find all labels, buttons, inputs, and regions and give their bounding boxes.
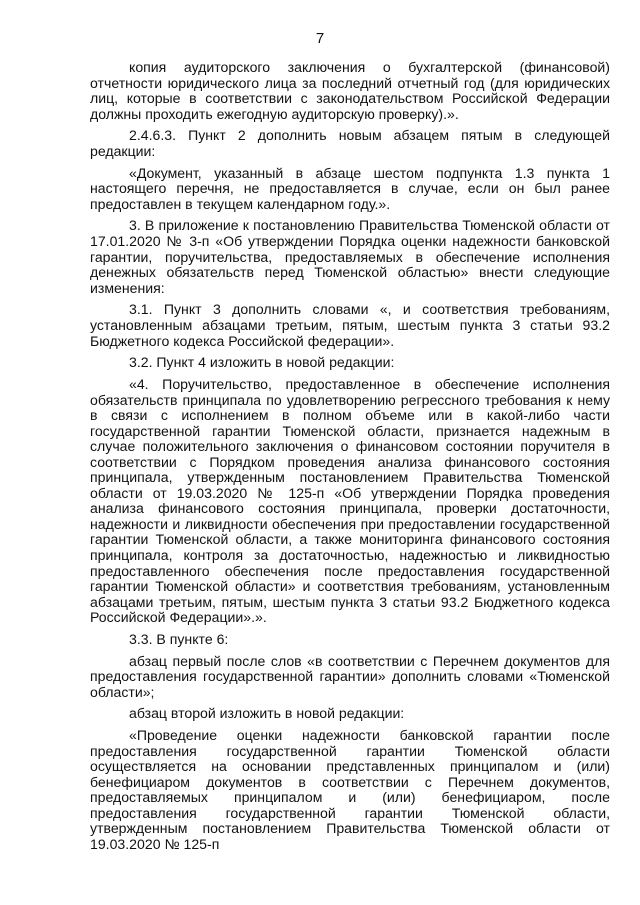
paragraph-3-3: 3.3. В пункте 6: xyxy=(129,630,229,647)
paragraph-point-4-text: «4. Поручительство, предоставленное в обеспечение исполнения обязательств принципала по удовлетворению регрессного требования к нему в связи с исполнением в полном объеме или в какой-либо части государственной гарантии Тюменской области, признается надежным в случае положительного заключения о финансовом состоянии поручителя в соответствии с Порядком проведения анализа финансового состояния принципала, утвержденным постановлением Правительства Тюменской области от 19.03.2020 № 125-п «Об утверждении Порядка проведения анализа финансового состояния принципала, проверки достаточности, надежности и ликвидности обеспечения при предоставлении государственной гарантии Тюменской области, а также мониторинга финансового состояния принципала, контроля за достаточностью, надежностью и ликвидностью предоставленного обеспечения после предоставления государственной гарантии Тюменской области» и соответствия требованиям, установленным абзацами третьим, пятым, шестым пункта 3 статьи 93.2 Бюджетного кодекса Российской Федерации».». xyxy=(90,375,610,626)
page-number: 7 xyxy=(315,30,325,47)
paragraph-document-quote: «Документ, указанный в абзаце шестом подпункта 1.3 пункта 1 настоящего перечня, не предоставляется в случае, если он был ранее предоставлен в текущем календарном году.». xyxy=(90,164,610,212)
paragraph-first-abzac: абзац первый после слов «в соответствии с Перечнем документов для предоставления государственной гарантии» дополнить словами «Тюменской области»; xyxy=(90,652,610,700)
paragraph-audit-copy: копия аудиторского заключения о бухгалтерской (финансовой) отчетности юридического лица за последний отчетный год (для юридических лиц, которые в соответствии с законодательством Российской Федерации должны проходить ежегодную аудиторскую проверку).». xyxy=(90,59,610,122)
paragraph-second-abzac: абзац второй изложить в новой редакции: xyxy=(129,705,405,722)
paragraph-2-4-6-3: 2.4.6.3. Пункт 2 дополнить новым абзацем пятым в следующей редакции: xyxy=(90,127,610,159)
paragraph-3-2: 3.2. Пункт 4 изложить в новой редакции: xyxy=(129,354,395,371)
paragraph-3-amendment: 3. В приложение к постановлению Правительства Тюменской области от 17.01.2020 № 3-п «Об утверждении Порядка оценки надежности банковской гарантии, поручительства, предоставляемых в обеспечение исполнения денежных обязательств перед Тюменской областью» внести следующие изменения: xyxy=(90,217,610,296)
paragraph-3-1: 3.1. Пункт 3 дополнить словами «, и соответствия требованиям, установленным абзацами третьим, пятым, шестым пункта 3 статьи 93.2 Бюджетного кодекса Российской федерации». xyxy=(90,301,610,349)
document-body xyxy=(90,60,610,859)
paragraph-guarantee-assessment: «Проведение оценки надежности банковской гарантии после предоставления государственной гарантии Тюменской области осуществляется на основании представленных принципалом и (или) бенефициаром документов в соответствии с Перечнем документов, предоставляемых принципалом и (или) бенефициаром, после предоставления государственной гарантии Тюменской области, утвержденным постановлением Правительства Тюменской области от 19.03.2020 № 125-п xyxy=(90,727,610,853)
